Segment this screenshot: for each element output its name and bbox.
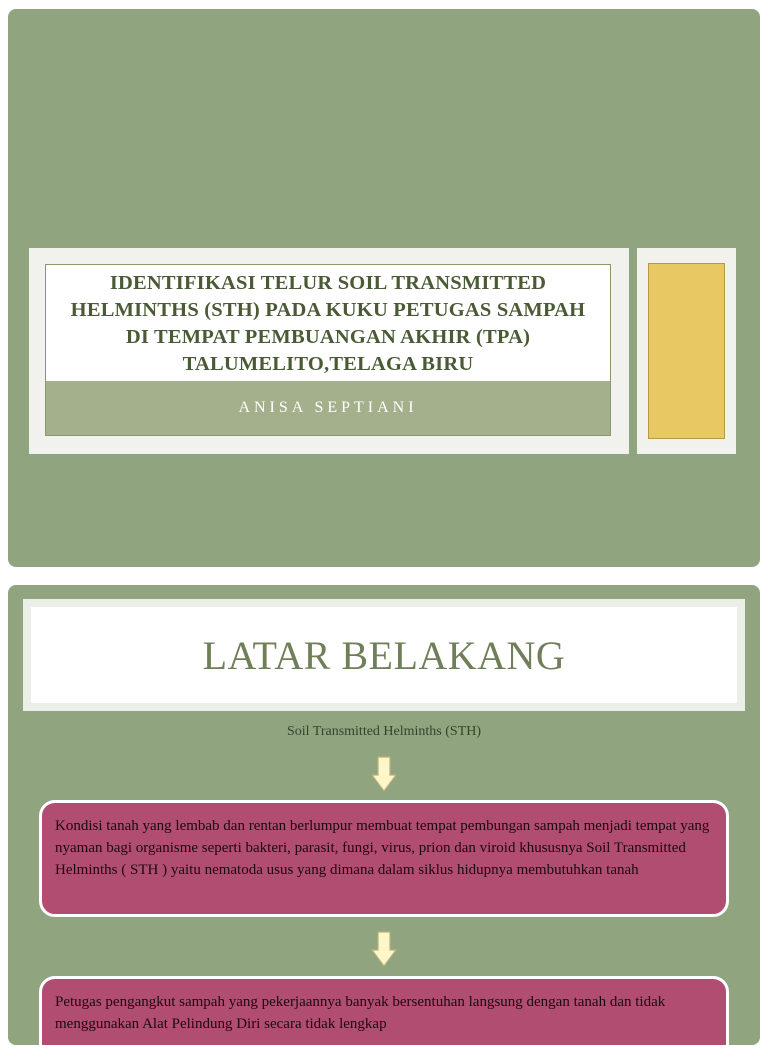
background-slide (8, 585, 760, 1045)
slide-title: IDENTIFIKASI TELUR SOIL TRANSMITTED HELMINTHS (STH) PADA KUKU PETUGAS SAMPAH DI TEMPAT PEMBUANGAN AKHIR (TPA) TALUMELITO,TELAGA BIRU (70, 272, 586, 375)
accent-block (648, 263, 725, 439)
arrow-down-icon (371, 931, 397, 967)
info-box-conditions: Kondisi tanah yang lembab dan rentan berlumpur membuat tempat pembungan sampah menjadi tempat yang nyaman bagi organisme seperti bakteri, parasit, fungi, virus, prion dan viroid khususnya Soil Transmitted Helminths ( STH ) yaitu nematoda usus yang dimana dalam siklus hidupnya membutuhkan tanah (39, 800, 729, 917)
info-box-workers: Petugas pengangkut sampah yang pekerjaannya banyak bersentuhan langsung dengan tanah dan tidak menggunakan Alat Pelindung Diri secara tidak lengkap (39, 976, 729, 1045)
heading-frame (23, 599, 745, 711)
subtitle: Soil Transmitted Helminths (STH) (286, 724, 482, 739)
slide-heading: LATAR BELAKANG (31, 607, 737, 703)
author-name: ANISA SEPTIANI (46, 381, 610, 435)
title-frame (29, 248, 629, 454)
arrow-down-icon (371, 756, 397, 792)
title-box (45, 264, 611, 436)
title-slide (8, 9, 760, 567)
side-frame (637, 248, 736, 454)
